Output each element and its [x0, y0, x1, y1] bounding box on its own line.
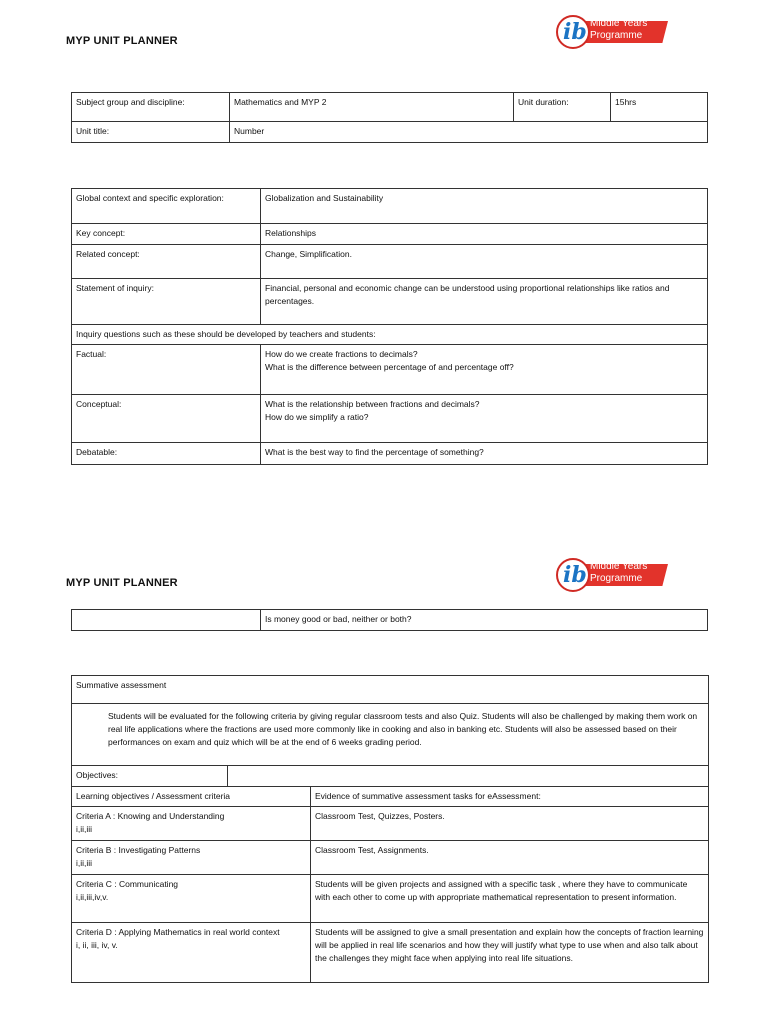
col-header-evidence: Evidence of summative assessment tasks for eAssessment: [311, 787, 709, 807]
duration-label: Unit duration: [514, 93, 611, 122]
ib-mark: ib [563, 562, 587, 588]
conceptual-label: Conceptual: [72, 395, 261, 443]
factual-value: How do we create fractions to decimals? What is the difference between percentage of and percentage off? [261, 345, 708, 395]
debatable-continued-label [72, 610, 261, 631]
objectives-label: Objectives: [72, 766, 228, 787]
inquiry-table [71, 188, 708, 465]
debatable-value: What is the best way to find the percentage of something? [261, 443, 708, 465]
evidence-cell: Classroom Test, Assignments. [311, 841, 709, 875]
criteria-cell: Criteria B : Investigating Patterns i,ii,iii [72, 841, 311, 875]
duration-value: 15hrs [611, 93, 708, 122]
page-title: MYP UNIT PLANNER [66, 35, 178, 47]
unit-title-label: Unit title: [72, 122, 230, 143]
ib-mark: ib [563, 19, 587, 45]
conceptual-value: What is the relationship between fractions and decimals? How do we simplify a ratio? [261, 395, 708, 443]
unit-info-table [71, 92, 708, 143]
debatable-continued-value: Is money good or bad, neither or both? [261, 610, 708, 631]
global-context-label: Global context and specific exploration: [72, 189, 261, 224]
statement-value: Financial, personal and economic change can be understood using proportional relationships like ratios and percentages. [261, 279, 708, 325]
criteria-cell: Criteria C : Communicating i,ii,iii,iv,v. [72, 875, 311, 923]
key-concept-value: Relationships [261, 224, 708, 245]
page-title-2: MYP UNIT PLANNER [66, 577, 178, 589]
ib-myp-logo-2 [556, 558, 668, 592]
criteria-cell: Criteria D : Applying Mathematics in real world context i, ii, iii, iv, v. [72, 923, 311, 983]
table-row [72, 841, 709, 875]
statement-label: Statement of inquiry: [72, 279, 261, 325]
key-concept-label: Key concept: [72, 224, 261, 245]
ib-myp-logo [556, 15, 668, 49]
ib-icon [556, 15, 590, 49]
logo-line-1: Middle Years [590, 18, 648, 29]
global-context-value: Globalization and Sustainability [261, 189, 708, 224]
evidence-cell: Students will be assigned to give a small presentation and explain how the concepts of fraction learning will be applied in real life scenarios and how they will justify what type to use when and also talk about the challenges they might face when applying into real life situations. [311, 923, 709, 983]
factual-label: Factual: [72, 345, 261, 395]
unit-title-value: Number [230, 122, 708, 143]
logo-line-1: Middle Years [590, 561, 648, 572]
table-row [72, 923, 709, 983]
table-row [72, 875, 709, 923]
objectives-value [228, 766, 709, 787]
evidence-cell: Students will be given projects and assigned with a specific task , where they have to communicate with each other to come up with appropriate mathematical representation to present information. [311, 875, 709, 923]
col-header-criteria: Learning objectives / Assessment criteria [72, 787, 311, 807]
logo-line-2: Programme [590, 573, 643, 584]
related-concept-value: Change, Simplification. [261, 245, 708, 279]
subject-label: Subject group and discipline: [72, 93, 230, 122]
inquiry-questions-header: Inquiry questions such as these should be developed by teachers and students: [72, 325, 708, 345]
ib-icon [556, 558, 590, 592]
evidence-cell: Classroom Test, Quizzes, Posters. [311, 807, 709, 841]
logo-text [590, 18, 647, 42]
related-concept-label: Related concept: [72, 245, 261, 279]
debatable-continued-table [71, 609, 708, 631]
summative-assessment-table [71, 675, 709, 983]
logo-text [590, 561, 647, 585]
subject-value: Mathematics and MYP 2 [230, 93, 514, 122]
logo-line-2: Programme [590, 30, 643, 41]
table-row [72, 807, 709, 841]
debatable-label: Debatable: [72, 443, 261, 465]
summative-header: Summative assessment [72, 676, 709, 704]
summative-description: Students will be evaluated for the following criteria by giving regular classroom tests and also Quiz. Students will also be challenged by making them work on real life applications where the fractions are used more commonly like in cooking and also in banking etc. Students will also be assessed based on their performances on exam and quiz which will be at the end of 6 weeks grading period. [72, 704, 709, 766]
criteria-cell: Criteria A : Knowing and Understanding i,ii,iii [72, 807, 311, 841]
